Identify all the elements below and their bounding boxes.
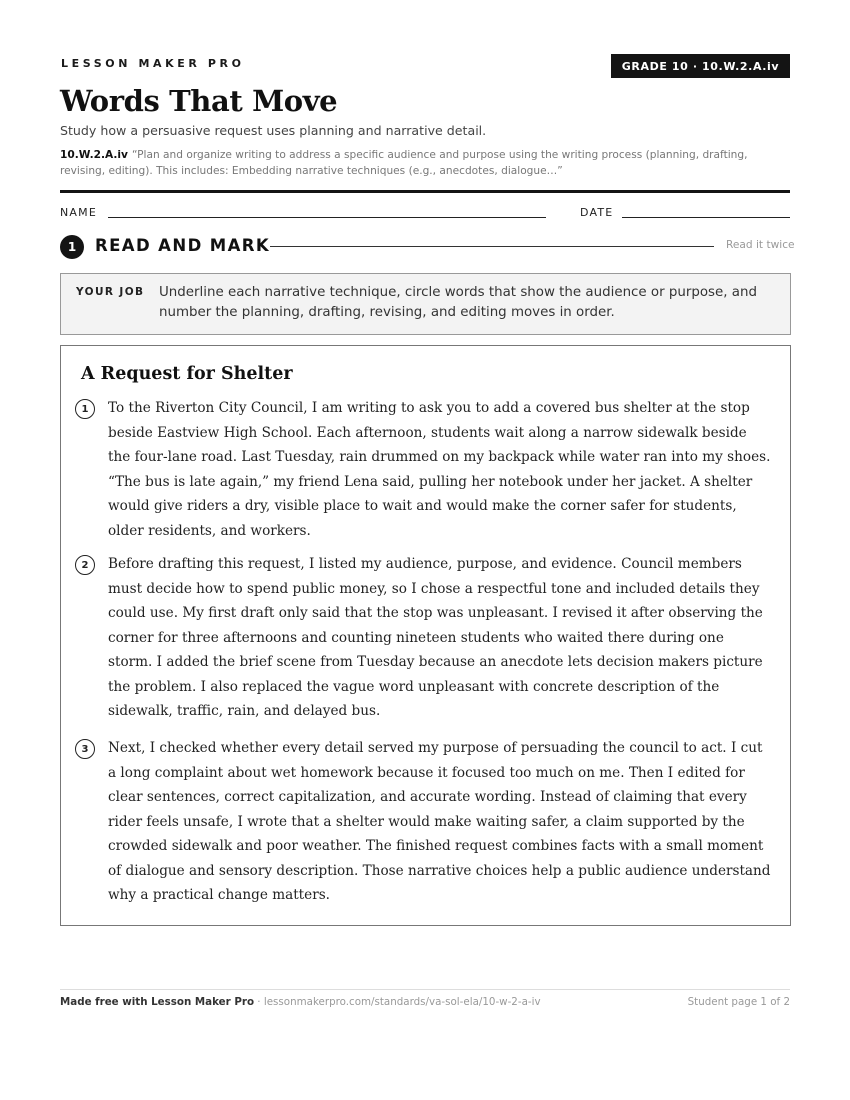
reading-passage: [60, 345, 791, 926]
instructions-label: YOUR JOB: [76, 286, 145, 298]
instructions-box: [60, 273, 791, 335]
section-number-badge: 1: [60, 235, 84, 259]
footer-made-with: Made free with Lesson Maker Pro: [60, 996, 255, 1008]
standard-description: [60, 147, 790, 179]
section-title: READ AND MARK: [95, 236, 271, 255]
paragraph-number: 1: [75, 399, 95, 419]
header-divider: [60, 190, 790, 193]
standard-text: “Plan and organize writing to address a specific audience and purpose using the writing process (planning, drafting, revising, editing). This includes: Embedding narrative techniques (e.g., anecdotes, dialogue…”: [60, 149, 748, 177]
date-field[interactable]: [622, 217, 790, 218]
page-title: Words That Move: [60, 84, 338, 118]
footer-credit: [60, 996, 541, 1008]
section-note: Read it twice: [726, 239, 795, 251]
passage-title: A Request for Shelter: [81, 364, 293, 384]
paragraph-number: 3: [75, 739, 95, 759]
grade-badge: GRADE 10 · 10.W.2.A.iv: [611, 54, 790, 78]
date-label: DATE: [580, 206, 614, 219]
brand-name: LESSON MAKER PRO: [61, 57, 245, 70]
name-field[interactable]: [108, 217, 546, 218]
paragraph-text: Before drafting this request, I listed my audience, purpose, and evidence. Council members must decide how to spend public money, so I chose a respectful tone and included details they could use. My first draft only said that the stop was unpleasant. I revised it after observing the corner for three afternoons and counting nineteen students who waited there during one storm. I added the brief scene from Tuesday because an anecdote lets decision makers picture the problem. I also replaced the vague word unpleasant with concrete description of the sidewalk, traffic, rain, and delayed bus.: [108, 556, 763, 719]
paragraph-text: Next, I checked whether every detail served my purpose of persuading the council to act. I cut a long complaint about wet homework because it focused too much on me. Then I edited for clear sentences, correct capitalization, and accurate wording. Instead of claiming that every rider feels unsafe, I wrote that a shelter would make waiting safer, a claim supported by the crowded sidewalk and poor weather. The finished request combines facts with a small moment of dialogue and sensory description. Those narrative choices help a public audience understand why a practical change matters.: [108, 740, 771, 903]
section-divider: [270, 246, 714, 247]
name-label: NAME: [60, 206, 97, 219]
page-subtitle: Study how a persuasive request uses planning and narrative detail.: [60, 123, 487, 138]
footer-divider: [60, 989, 790, 990]
footer-url[interactable]: · lessonmakerpro.com/standards/va-sol-ela/10-w-2-a-iv: [254, 996, 541, 1008]
instructions-text: Underline each narrative technique, circle words that show the audience or purpose, and number the planning, drafting, revising, and editing moves in order.: [159, 285, 757, 320]
footer-page-number: Student page 1 of 2: [687, 996, 790, 1008]
standard-code: 10.W.2.A.iv: [60, 149, 128, 161]
paragraph-text: To the Riverton City Council, I am writing to ask you to add a covered bus shelter at the stop beside Eastview High School. Each afternoon, students wait along a narrow sidewalk beside the four-lane road. Last Tuesday, rain drummed on my backpack while water ran into my shoes. “The bus is late again,” my friend Lena said, pulling her notebook under her jacket. A shelter would give riders a dry, visible place to wait and would make the corner safer for students, older residents, and workers.: [108, 400, 771, 539]
paragraph-number: 2: [75, 555, 95, 575]
